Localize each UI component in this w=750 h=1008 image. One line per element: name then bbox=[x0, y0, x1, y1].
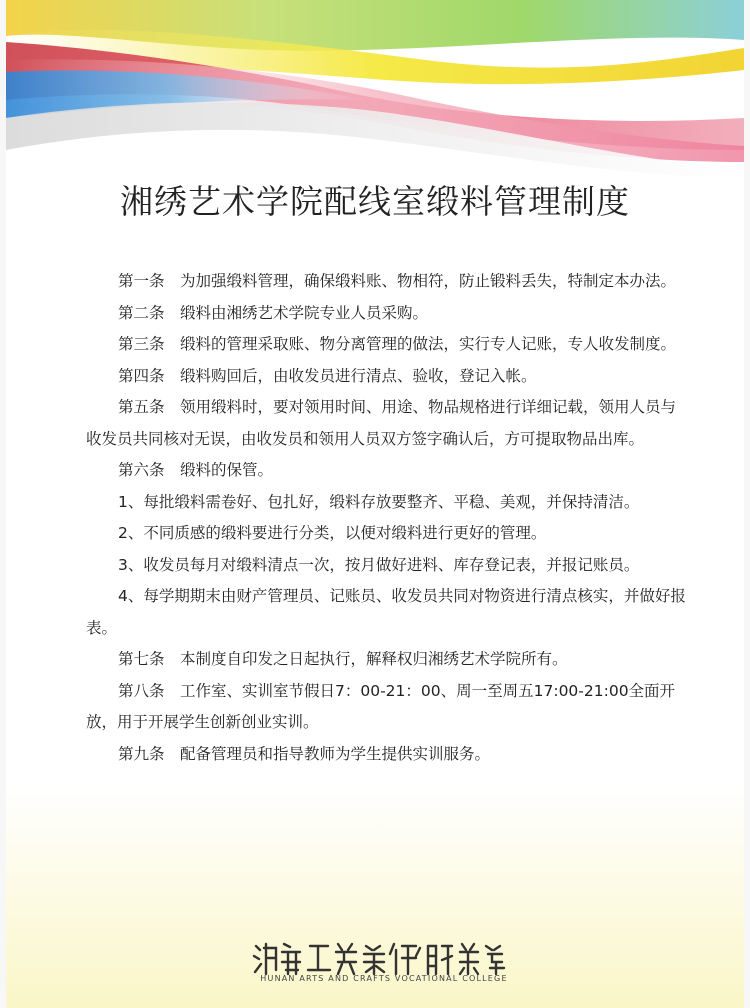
article-6-item-4: 4、每学期期末由财产管理员、记账员、收发员共同对物资进行清点核实，并做好报表。 bbox=[86, 587, 686, 637]
article-2: 第二条 缎料由湘绣艺术学院专业人员采购。 bbox=[118, 303, 429, 322]
college-english-name: HUNAN ARTS AND CRAFTS VOCATIONAL COLLEGE bbox=[260, 974, 508, 983]
article-8: 第八条 工作室、实训室节假日7：00-21：00、周一至周五17:00-21:00全面开放，用于开展学生创新创业实训。 bbox=[86, 681, 676, 731]
article-6: 第六条 缎料的保管。 bbox=[118, 461, 274, 479]
poster bbox=[6, 0, 744, 1008]
page-title: 湘绣艺术学院配线室缎料管理制度 bbox=[120, 182, 630, 221]
page-edge-right bbox=[744, 0, 750, 1008]
article-6-item-1: 1、每批缎料需卷好、包扎好，缎料存放要整齐、平稳、美观，并保持清洁。 bbox=[118, 492, 640, 511]
article-9: 第九条 配备管理员和指导教师为学生提供实训服务。 bbox=[118, 744, 491, 763]
article-7: 第七条 本制度自印发之日起执行，解释权归湘绣艺术学院所有。 bbox=[118, 650, 568, 668]
regulation-body bbox=[86, 266, 686, 770]
decorative-wave-banner bbox=[6, 0, 744, 190]
article-6-item-3: 3、收发员每月对缎料清点一次，按月做好进料、库存登记表，并报记账员。 bbox=[118, 555, 640, 574]
article-6-item-2: 2、不同质感的缎料要进行分类，以便对缎料进行更好的管理。 bbox=[118, 524, 547, 542]
article-4: 第四条 缎料购回后，由收发员进行清点、验收，登记入帐。 bbox=[118, 366, 537, 385]
article-5: 第五条 领用缎料时，要对领用时间、用途、物品规格进行详细记载，领用人员与收发员共同核对无误，由收发员和领用人员双方签字确认后，方可提取物品出库。 bbox=[86, 398, 677, 448]
article-3: 第三条 缎料的管理采取账、物分离管理的做法，实行专人记账，专人收发制度。 bbox=[118, 335, 677, 353]
article-1: 第一条 为加强缎料管理，确保缎料账、物相符，防止锻料丢失，特制定本办法。 bbox=[118, 272, 677, 290]
